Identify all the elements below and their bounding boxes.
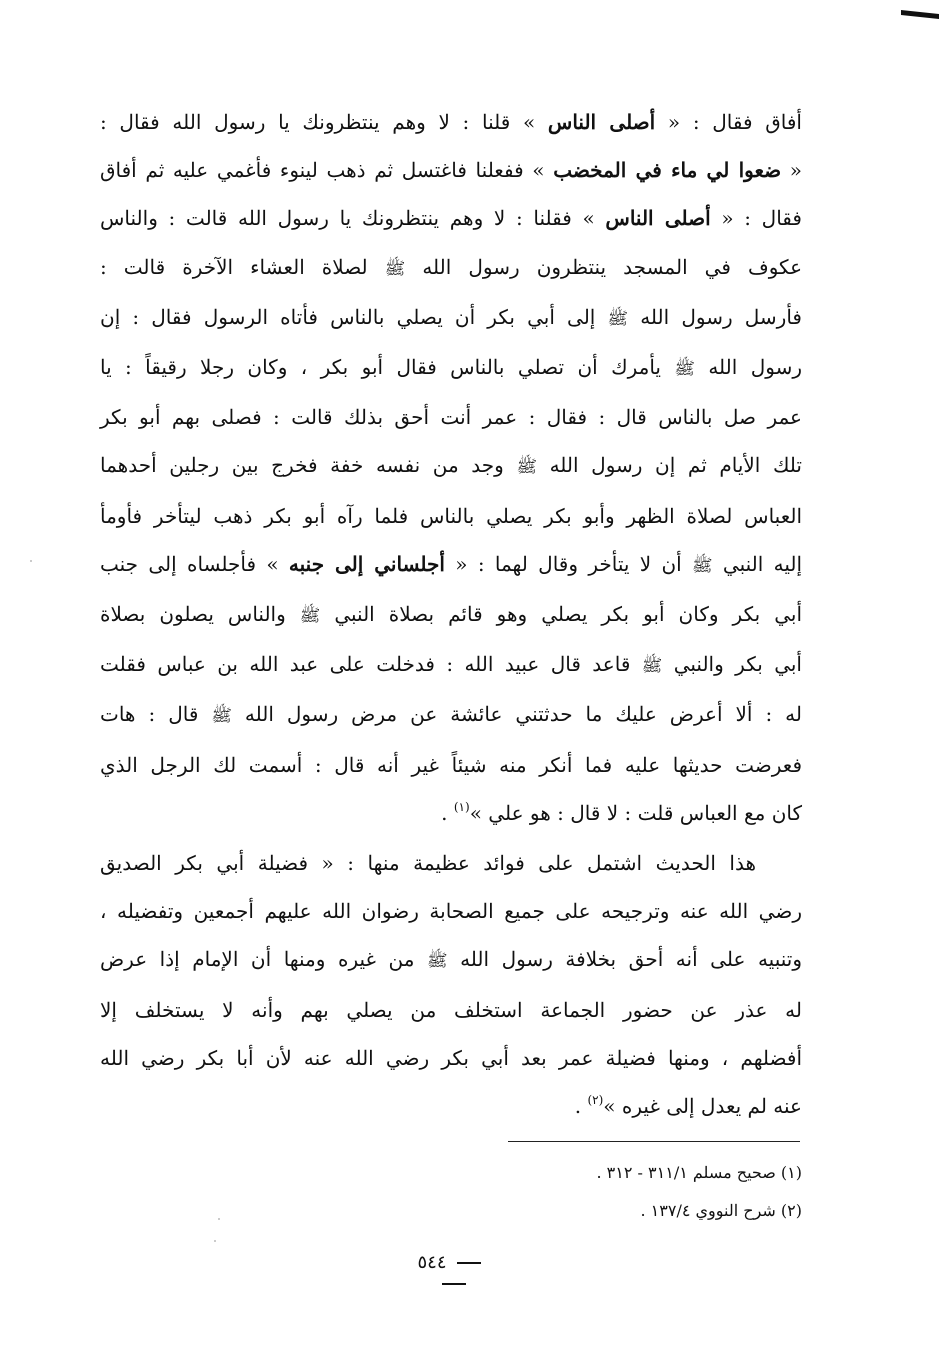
text-line: فأرسل رسول الله ﷺ إلى أبي بكر أن يصلي بالناس فأتاه الرسول فقال : إن (100, 304, 802, 329)
footnote-item: (٢) شرح النووي ١٣٧/٤ . (640, 1201, 802, 1220)
text-line: أبي بكر والنبي ﷺ قاعد قال عبيد الله : فدخلت على عبد الله بن عباس فقلت (100, 652, 802, 677)
text-line: وتنبيه على أنه أحق بخلافة رسول الله ﷺ من غيره ومنها أن الإمام إذا عرض (100, 947, 802, 972)
pbuh-glyph: ﷺ (516, 457, 537, 478)
page-number-dash (457, 1262, 481, 1264)
page-number-dash (442, 1283, 466, 1285)
text-line: هذا الحديث اشتمل على فوائد عظيمة منها : « فضيلة أبي بكر الصديق (100, 851, 756, 876)
text-line: أفاق فقال : « أصلى الناس » قلنا : لا وهم ينتظرونك يا رسول الله فقال : (100, 110, 802, 134)
footnotes (382, 1154, 802, 1230)
footnote-ref[interactable]: (٢) (587, 1093, 604, 1108)
pbuh-glyph: ﷺ (607, 308, 629, 329)
text-line: عنه لم يعدل إلى غيره »$^{(٢)}$ . (574, 1093, 802, 1119)
footnote-ref[interactable]: (١) (453, 799, 470, 814)
text-line: فعرضت حديثها عليه فما أنكر منه شيئاً غير أنه قال : أسمت لك الرجل الذي (100, 752, 802, 777)
footnote-divider (508, 1141, 800, 1142)
page-number (398, 1252, 510, 1294)
text-line: عكوف في المسجد ينتظرون رسول الله ﷺ لصلاة العشاء الآخرة قالت : (100, 254, 803, 279)
pbuh-glyph: ﷺ (384, 258, 406, 279)
pbuh-glyph: ﷺ (674, 359, 695, 380)
corner-mark (901, 10, 939, 19)
scan-speck (214, 1240, 216, 1242)
pbuh-glyph: ﷺ (211, 706, 232, 727)
text-line: « ضعوا لي ماء في المخضب » ففعلنا فاغتسل ثم ذهب لينوء فأغمي عليه ثم أفاق (100, 158, 803, 183)
text-line: أفضلهم ، ومنها فضيلة عمر بعد أبي بكر رضي الله عنه لأن أبا بكر رضي الله (100, 1045, 802, 1070)
footnote-item: (١) صحيح مسلم ٣١١/١ - ٣١٢ . (596, 1163, 802, 1182)
scan-speck (218, 1218, 220, 1220)
paragraph-2 (100, 839, 802, 1130)
pbuh-glyph: ﷺ (692, 555, 713, 576)
text-line: كان مع العباس قلت : لا قال : هو علي »$^{(١)}$ . (441, 799, 802, 825)
paragraph-1 (100, 98, 802, 837)
pbuh-glyph: ﷺ (299, 606, 321, 627)
text-line: تلك الأيام ثم إن رسول الله ﷺ وجد من نفسه خفة فخرج بين رجلين أحدهما (100, 453, 802, 478)
text-line: له عذر عن حضور الجماعة استخلف من يصلي بهم وأنه لا يستخلف إلا (100, 997, 802, 1022)
text-line: فقال : « أصلى الناس » فقلنا : لا وهم ينتظرونك يا رسول الله قالت : والناس (100, 206, 802, 231)
page-body (100, 98, 802, 1130)
pbuh-glyph: ﷺ (641, 656, 663, 677)
text-line: إليه النبي ﷺ أن لا يتأخر وقال لهما : « أجلساني إلى جنبه » فأجلساه إلى جنب (100, 551, 803, 576)
scan-speck (30, 560, 32, 562)
page-number-text: ٥٤٤ (417, 1252, 447, 1273)
text-line: أبي بكر وكان أبو بكر يصلي وهو قائم بصلاة النبي ﷺ والناس يصلون بصلاة (100, 602, 802, 627)
text-line: رضي الله عنه وترجيحه على جميع الصحابة رضوان الله عليهم أجمعين وتفضيله ، (100, 899, 802, 924)
text-line: له : ألا أعرض عليك ما حدثتني عائشة عن مرض رسول الله ﷺ قال : هات (100, 702, 802, 727)
pbuh-glyph: ﷺ (427, 951, 448, 972)
text-line: عمر صل بالناس قال : فقال : عمر أنت أحق بذلك قالت : فصلى بهم أبو بكر (100, 405, 802, 430)
text-line: رسول الله ﷺ يأمرك أن تصلي بالناس فقال أبو بكر ، وكان رجلا رقيقاً : يا (100, 355, 802, 380)
text-line: العباس لصلاة الظهر وأبو بكر يصلي بالناس فلما رآه أبو بكر ذهب ليتأخر فأومأ (100, 503, 803, 528)
